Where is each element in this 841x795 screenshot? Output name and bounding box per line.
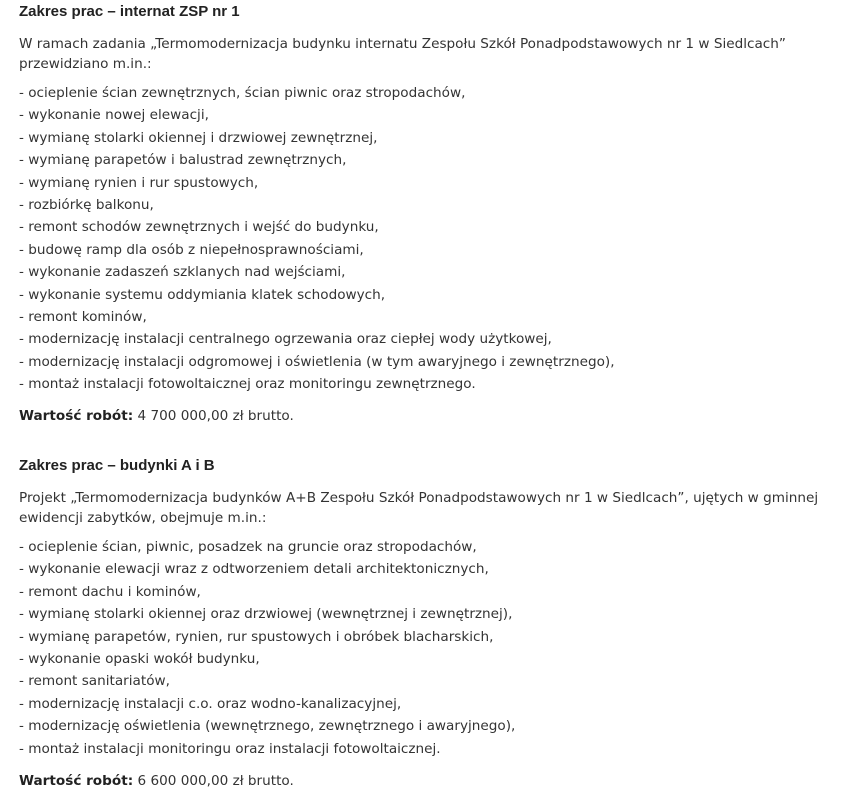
list-item: - modernizację instalacji c.o. oraz wodno-kanalizacyjnej, (19, 695, 402, 712)
list-item: - wykonanie opaski wokół budynku, (19, 651, 260, 668)
list-item: - remont sanitariatów, (19, 673, 170, 690)
works-value-buildings-a-b (19, 771, 294, 791)
list-item: - rozbiórkę balkonu, (19, 197, 154, 214)
intro-line: przewidziano m.in.: (19, 56, 152, 72)
list-item: - ocieplenie ścian, piwnic, posadzek na gruncie oraz stropodachów, (19, 539, 477, 555)
list-item: - ocieplenie ścian zewnętrznych, ścian piwnic oraz stropodachów, (19, 85, 466, 101)
list-item: - wykonanie elewacji wraz z odtworzeniem detali architektonicznych, (19, 561, 489, 578)
scope-list-buildings-a-b (19, 536, 515, 760)
works-value-amount: 6 600 000,00 zł brutto. (133, 773, 294, 789)
list-item: - montaż instalacji monitoringu oraz instalacji fotowoltaicznej. (19, 740, 441, 757)
list-item: - wymianę parapetów, rynien, rur spustowych i obróbek blacharskich, (19, 628, 494, 645)
list-item: - wykonanie nowej elewacji, (19, 107, 209, 124)
list-item: - modernizację oświetlenia (wewnętrznego, zewnętrznego i awaryjnego), (19, 718, 516, 735)
list-item: - remont kominów, (19, 309, 147, 326)
list-item: - remont schodów zewnętrznych i wejść do budynku, (19, 219, 379, 236)
works-value-amount: 4 700 000,00 zł brutto. (133, 408, 294, 424)
list-item: - wymianę stolarki okiennej i drzwiowej zewnętrznej, (19, 129, 378, 146)
section-intro-internat (19, 34, 786, 74)
list-item: - wykonanie zadaszeń szklanych nad wejściami, (19, 264, 346, 281)
works-value-label: Wartość robót: (19, 408, 134, 424)
section-title-internat: Zakres prac – internat ZSP nr 1 (19, 3, 240, 20)
list-item: - budowę ramp dla osób z niepełnosprawnościami, (19, 241, 364, 258)
intro-line: ewidencji zabytków, obejmuje m.in.: (19, 510, 267, 526)
section-title-buildings-a-b: Zakres prac – budynki A i B (19, 457, 215, 474)
list-item: - wymianę stolarki okiennej oraz drzwiowej (wewnętrznej i zewnętrznej), (19, 606, 513, 623)
list-item: - wymianę parapetów i balustrad zewnętrznych, (19, 152, 347, 169)
works-value-label: Wartość robót: (19, 773, 134, 789)
works-value-internat (19, 406, 294, 426)
list-item: - modernizację instalacji centralnego ogrzewania oraz ciepłej wody użytkowej, (19, 331, 552, 348)
list-item: - wykonanie systemu oddymiania klatek schodowych, (19, 286, 386, 303)
scope-list-internat (19, 82, 615, 396)
list-item: - wymianę rynien i rur spustowych, (19, 174, 259, 191)
list-item: - montaż instalacji fotowoltaicznej oraz monitoringu zewnętrznego. (19, 376, 476, 393)
intro-line: W ramach zadania „Termomodernizacja budynku internatu Zespołu Szkół Ponadpodstawowych nr 1 w Siedlcach” (19, 36, 786, 52)
list-item: - modernizację instalacji odgromowej i oświetlenia (w tym awaryjnego i zewnętrznego), (19, 353, 615, 370)
list-item: - remont dachu i kominów, (19, 583, 201, 600)
intro-line: Projekt „Termomodernizacja budynków A+B Zespołu Szkół Ponadpodstawowych nr 1 w Siedlcach”, ujętych w gminnej (19, 490, 819, 506)
section-intro-buildings-a-b (19, 488, 818, 528)
